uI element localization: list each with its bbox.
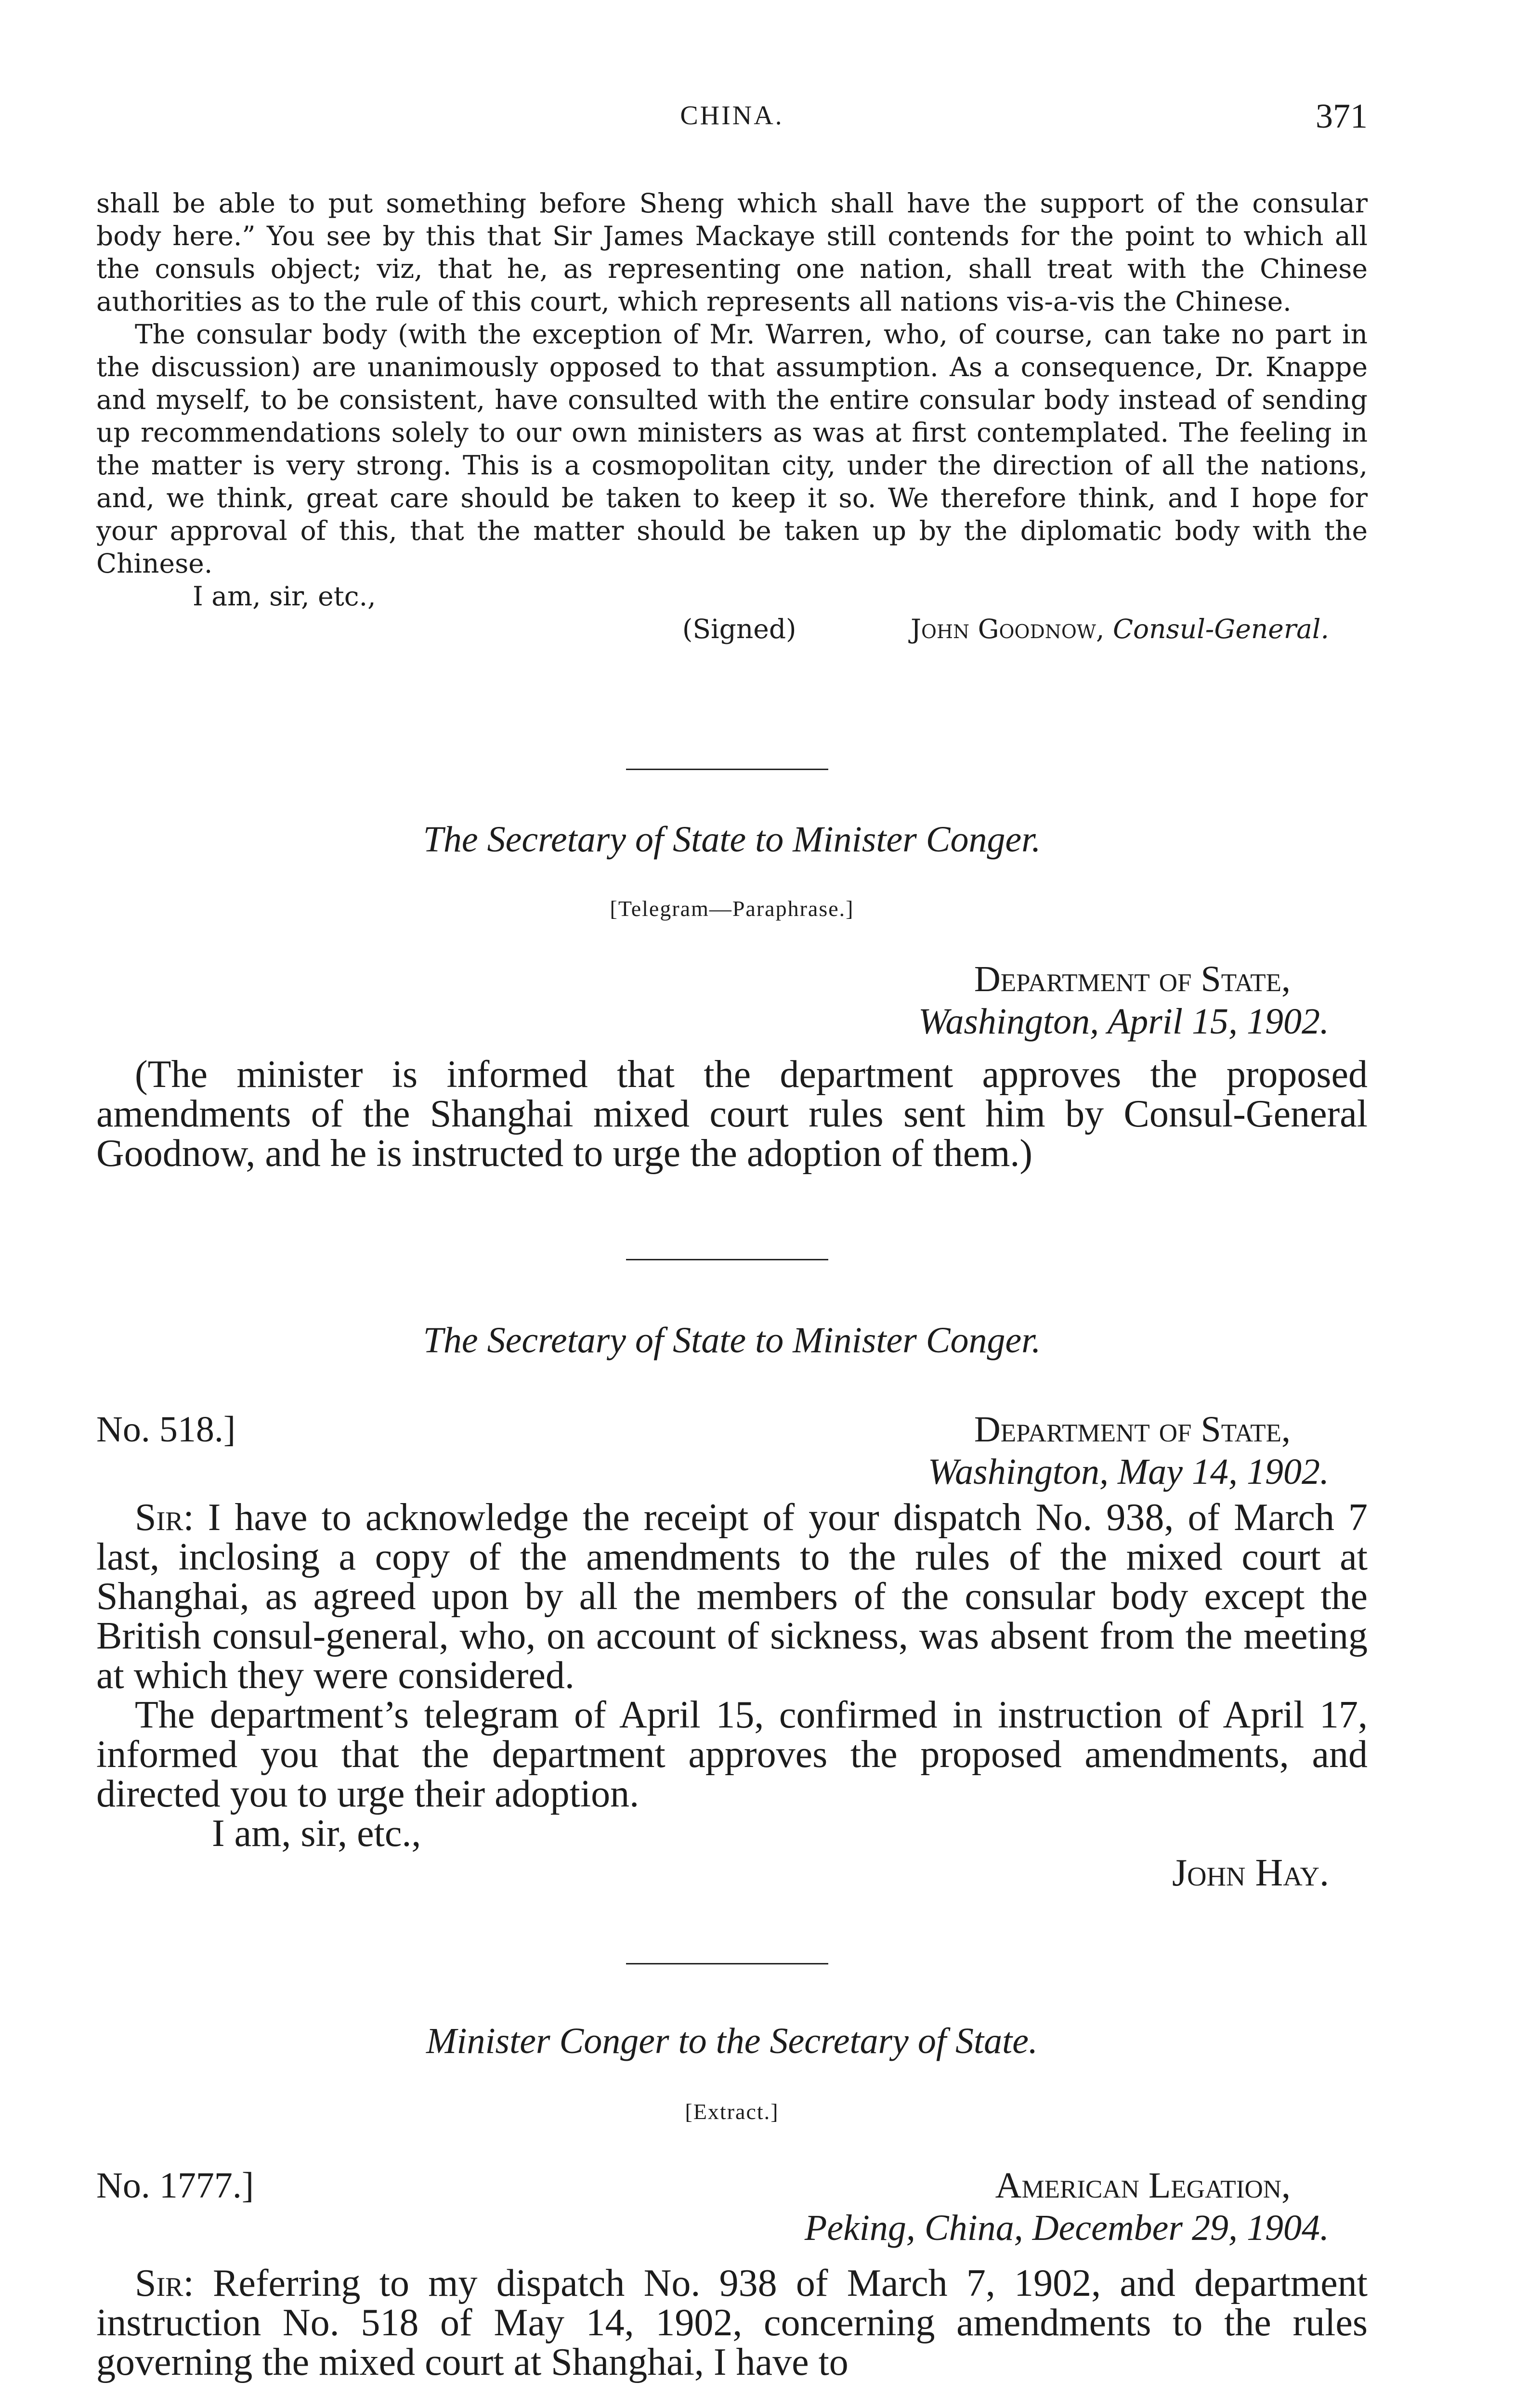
closing: I am, sir, etc.,: [212, 1812, 421, 1855]
signature-name: John Hay.: [1172, 1852, 1329, 1894]
document-heading: Minister Conger to the Secretary of State.: [426, 2021, 1038, 2061]
document-type-note: [Extract.]: [685, 2099, 779, 2124]
dateline-date: Washington, May 14, 1902.: [927, 1452, 1329, 1492]
running-head: [96, 97, 1368, 139]
paragraph: (The minister is informed that the department approves the proposed amendments of the Shanghai mixed court rules sent him by Consul-General Goodnow, and he is instructed to urge the adoption of them.): [96, 1053, 1368, 1175]
document-heading: The Secretary of State to Minister Conger.: [423, 1320, 1041, 1361]
signed-label: (Signed): [682, 614, 796, 644]
dateline-date: Peking, China, December 29, 1904.: [804, 2208, 1329, 2248]
running-title: CHINA.: [680, 101, 784, 131]
letter1-body: [96, 187, 1368, 645]
document-number: No. 518.]: [96, 1409, 236, 1450]
dateline-date: Washington, April 15, 1902.: [918, 1001, 1329, 1042]
section-divider: [626, 1963, 828, 1964]
section-divider: [626, 1259, 828, 1260]
paragraph: The department’s telegram of April 15, confirmed in instruction of April 17, informed you that the department approves the proposed amendments, and directed you to urge their adoption.: [96, 1694, 1368, 1815]
signature-line: [96, 613, 1368, 645]
document-number: No. 1777.]: [96, 2165, 254, 2206]
dateline-place: Department of State,: [974, 959, 1291, 999]
paragraph: Sir: I have to acknowledge the receipt of your dispatch No. 938, of March 7 last, inclosing a copy of the amendments to the rules of the mixed court at Shanghai, as agreed upon by all the members of the consular body except the British consul-general, who, on account of sickness, was absent from the meeting at which they were considered.: [96, 1496, 1368, 1697]
section-divider: [626, 769, 828, 770]
instruction-body: [96, 1498, 1368, 1893]
paragraph: shall be able to put something before Sheng which shall have the support of the consular body here.” You see by this that Sir James Mackaye still contends for the point to which all the consuls object; viz, that he, as representing one nation, shall treat with the Chinese authorities as to the rule of this court, which represents all nations vis-a-vis the Chinese.: [96, 188, 1368, 317]
salutation: Sir:: [135, 2262, 194, 2304]
document-heading: The Secretary of State to Minister Conger.: [423, 819, 1041, 860]
dateline-place: Department of State,: [974, 1409, 1291, 1450]
paragraph: The consular body (with the exception of Mr. Warren, who, of course, can take no part in the discussion) are unanimously opposed to that assumption. As a consequence, Dr. Knappe and myself, to be consistent, have consulted with the entire consular body instead of sending up recommendations solely to our own ministers as was at first contemplated. The feeling in the matter is very strong. This is a cosmopolitan city, under the direction of all the nations, and, we think, great care should be taken to keep it so. We therefore think, and I hope for your approval of this, that the matter should be taken up by the diplomatic body with the Chinese.: [96, 319, 1368, 579]
page-number: 371: [1316, 97, 1368, 135]
dateline-place: American Legation,: [995, 2165, 1291, 2206]
salutation: Sir:: [135, 1496, 194, 1539]
dispatch-body: [96, 2264, 1368, 2382]
signature-title: Consul-General.: [1112, 614, 1329, 644]
signature-name: John Goodnow,: [910, 614, 1105, 644]
paragraph: Sir: Referring to my dispatch No. 938 of March 7, 1902, and department instruction No. 518 of May 14, 1902, concerning amendments to the rules governing the mixed court at Shanghai, I have to: [96, 2262, 1368, 2383]
telegram-body: [96, 1055, 1368, 1173]
closing: I am, sir, etc.,: [193, 581, 376, 612]
document-type-note: [Telegram—Paraphrase.]: [610, 896, 854, 921]
